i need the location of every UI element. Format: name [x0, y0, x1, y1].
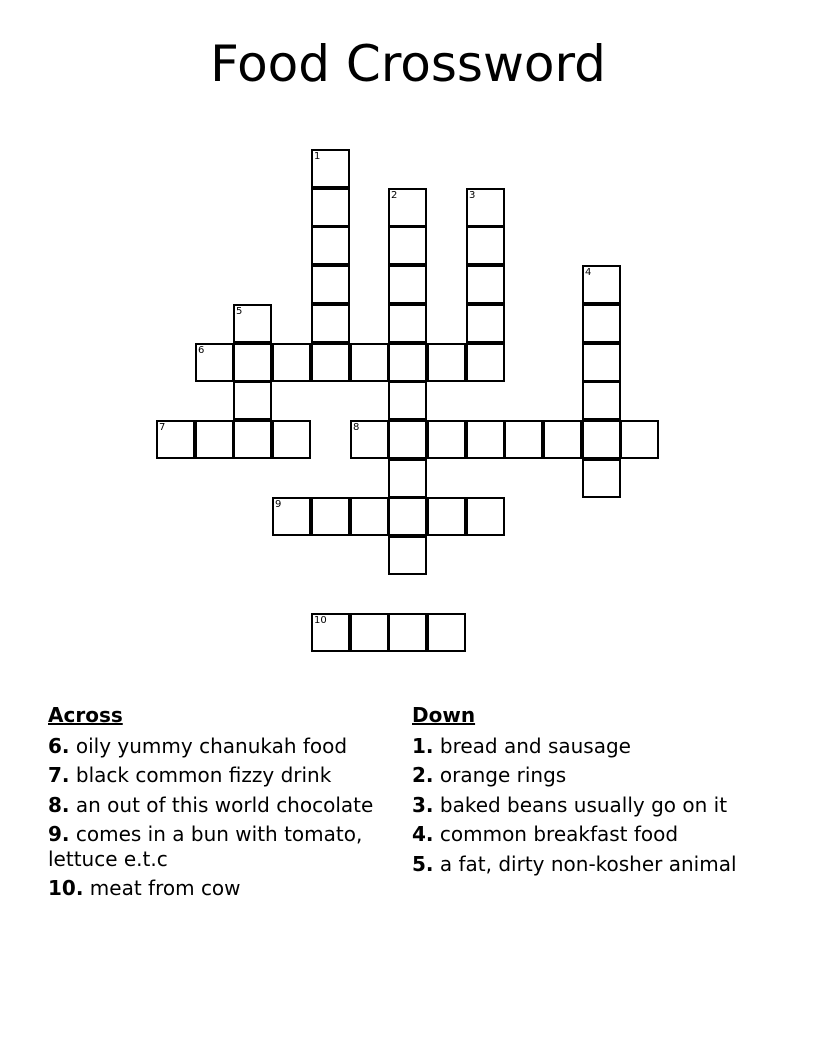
grid-cell[interactable]	[466, 497, 505, 536]
clue-down-1	[412, 734, 757, 759]
clue-number: 9.	[48, 822, 70, 846]
grid-cell[interactable]	[195, 420, 234, 459]
grid-cell[interactable]	[582, 381, 621, 420]
cell-number: 3	[469, 190, 476, 201]
grid-cell[interactable]	[543, 420, 582, 459]
grid-cell[interactable]	[388, 381, 427, 420]
cell-number: 6	[198, 345, 205, 356]
grid-cell[interactable]	[388, 536, 427, 575]
grid-cell[interactable]	[272, 497, 311, 536]
grid-cell[interactable]	[311, 613, 350, 652]
clue-text: an out of this world chocolate	[75, 792, 374, 817]
clue-down-3	[412, 793, 757, 818]
across-heading: Across	[48, 703, 123, 727]
grid-cell[interactable]	[350, 420, 389, 459]
across-clues	[48, 703, 388, 906]
grid-cell[interactable]	[311, 265, 350, 304]
clue-down-2	[412, 763, 757, 788]
grid-cell[interactable]	[466, 420, 505, 459]
grid-cell[interactable]	[388, 497, 427, 536]
clue-text: a fat, dirty non-kosher animal	[439, 851, 737, 876]
clue-down-4	[412, 822, 757, 847]
grid-cell[interactable]	[233, 343, 272, 382]
clue-across-10	[48, 876, 388, 901]
clue-number: 5.	[412, 851, 434, 876]
grid-cell[interactable]	[233, 304, 272, 343]
cell-number: 5	[236, 306, 243, 317]
grid-cell[interactable]	[311, 188, 350, 227]
grid-cell[interactable]	[156, 420, 195, 459]
grid-cell[interactable]	[350, 343, 389, 382]
clue-down-5	[412, 852, 757, 877]
grid-cell[interactable]	[233, 381, 272, 420]
clue-text: oily yummy chanukah food	[75, 733, 348, 758]
grid-cell[interactable]	[466, 226, 505, 265]
clue-number: 2.	[412, 763, 434, 787]
grid-cell[interactable]	[311, 149, 350, 188]
grid-cell[interactable]	[195, 343, 234, 382]
grid-cell[interactable]	[311, 343, 350, 382]
clue-text: common breakfast food	[439, 822, 679, 846]
clue-across-8	[48, 793, 388, 818]
grid-cell[interactable]	[388, 265, 427, 304]
grid-cell[interactable]	[233, 420, 272, 459]
grid-cell[interactable]	[272, 420, 311, 459]
cell-number: 10	[314, 615, 327, 626]
grid-cell[interactable]	[388, 343, 427, 382]
clue-across-6	[48, 734, 388, 759]
clue-text: orange rings	[439, 763, 567, 787]
grid-cell[interactable]	[466, 343, 505, 382]
grid-cell[interactable]	[350, 497, 389, 536]
clue-text: meat from cow	[89, 876, 241, 900]
clue-number: 4.	[412, 822, 434, 846]
clue-number: 10.	[48, 876, 84, 900]
grid-cell[interactable]	[504, 420, 543, 459]
clue-number: 8.	[48, 792, 70, 817]
grid-cell[interactable]	[388, 226, 427, 265]
cell-number: 4	[585, 267, 592, 278]
clue-text: comes in a bun with tomato, lettuce e.t.c	[48, 822, 363, 871]
clue-across-7	[48, 763, 388, 788]
down-clues	[412, 703, 757, 881]
grid-cell[interactable]	[388, 613, 427, 652]
grid-cell[interactable]	[427, 613, 466, 652]
grid-cell[interactable]	[388, 459, 427, 498]
clue-across-9	[48, 822, 388, 871]
cell-number: 9	[275, 499, 282, 510]
cell-number: 2	[391, 190, 398, 201]
grid-cell[interactable]	[582, 420, 621, 459]
cell-number: 8	[353, 422, 360, 433]
clue-number: 1.	[412, 733, 434, 758]
grid-cell[interactable]	[388, 420, 427, 459]
grid-cell[interactable]	[582, 265, 621, 304]
grid-cell[interactable]	[582, 343, 621, 382]
grid-cell[interactable]	[582, 304, 621, 343]
grid-cell[interactable]	[272, 343, 311, 382]
grid-cell[interactable]	[311, 497, 350, 536]
grid-cell[interactable]	[427, 420, 466, 459]
grid-cell[interactable]	[350, 613, 389, 652]
clue-number: 7.	[48, 763, 70, 787]
grid-cell[interactable]	[466, 265, 505, 304]
clue-number: 3.	[412, 792, 434, 817]
grid-cell[interactable]	[427, 343, 466, 382]
grid-cell[interactable]	[311, 226, 350, 265]
grid-cell[interactable]	[582, 459, 621, 498]
grid-cell[interactable]	[311, 304, 350, 343]
clue-text: bread and sausage	[439, 733, 631, 758]
grid-cell[interactable]	[466, 304, 505, 343]
grid-cell[interactable]	[620, 420, 659, 459]
clue-text: black common fizzy drink	[75, 763, 332, 787]
down-heading: Down	[412, 703, 476, 727]
page-title: Food Crossword	[210, 35, 606, 93]
clue-text: baked beans usually go on it	[439, 792, 728, 817]
grid-cell[interactable]	[388, 188, 427, 227]
grid-cell[interactable]	[466, 188, 505, 227]
grid-cell[interactable]	[427, 497, 466, 536]
grid-cell[interactable]	[388, 304, 427, 343]
cell-number: 1	[314, 151, 321, 162]
cell-number: 7	[159, 422, 166, 433]
clue-number: 6.	[48, 733, 70, 758]
